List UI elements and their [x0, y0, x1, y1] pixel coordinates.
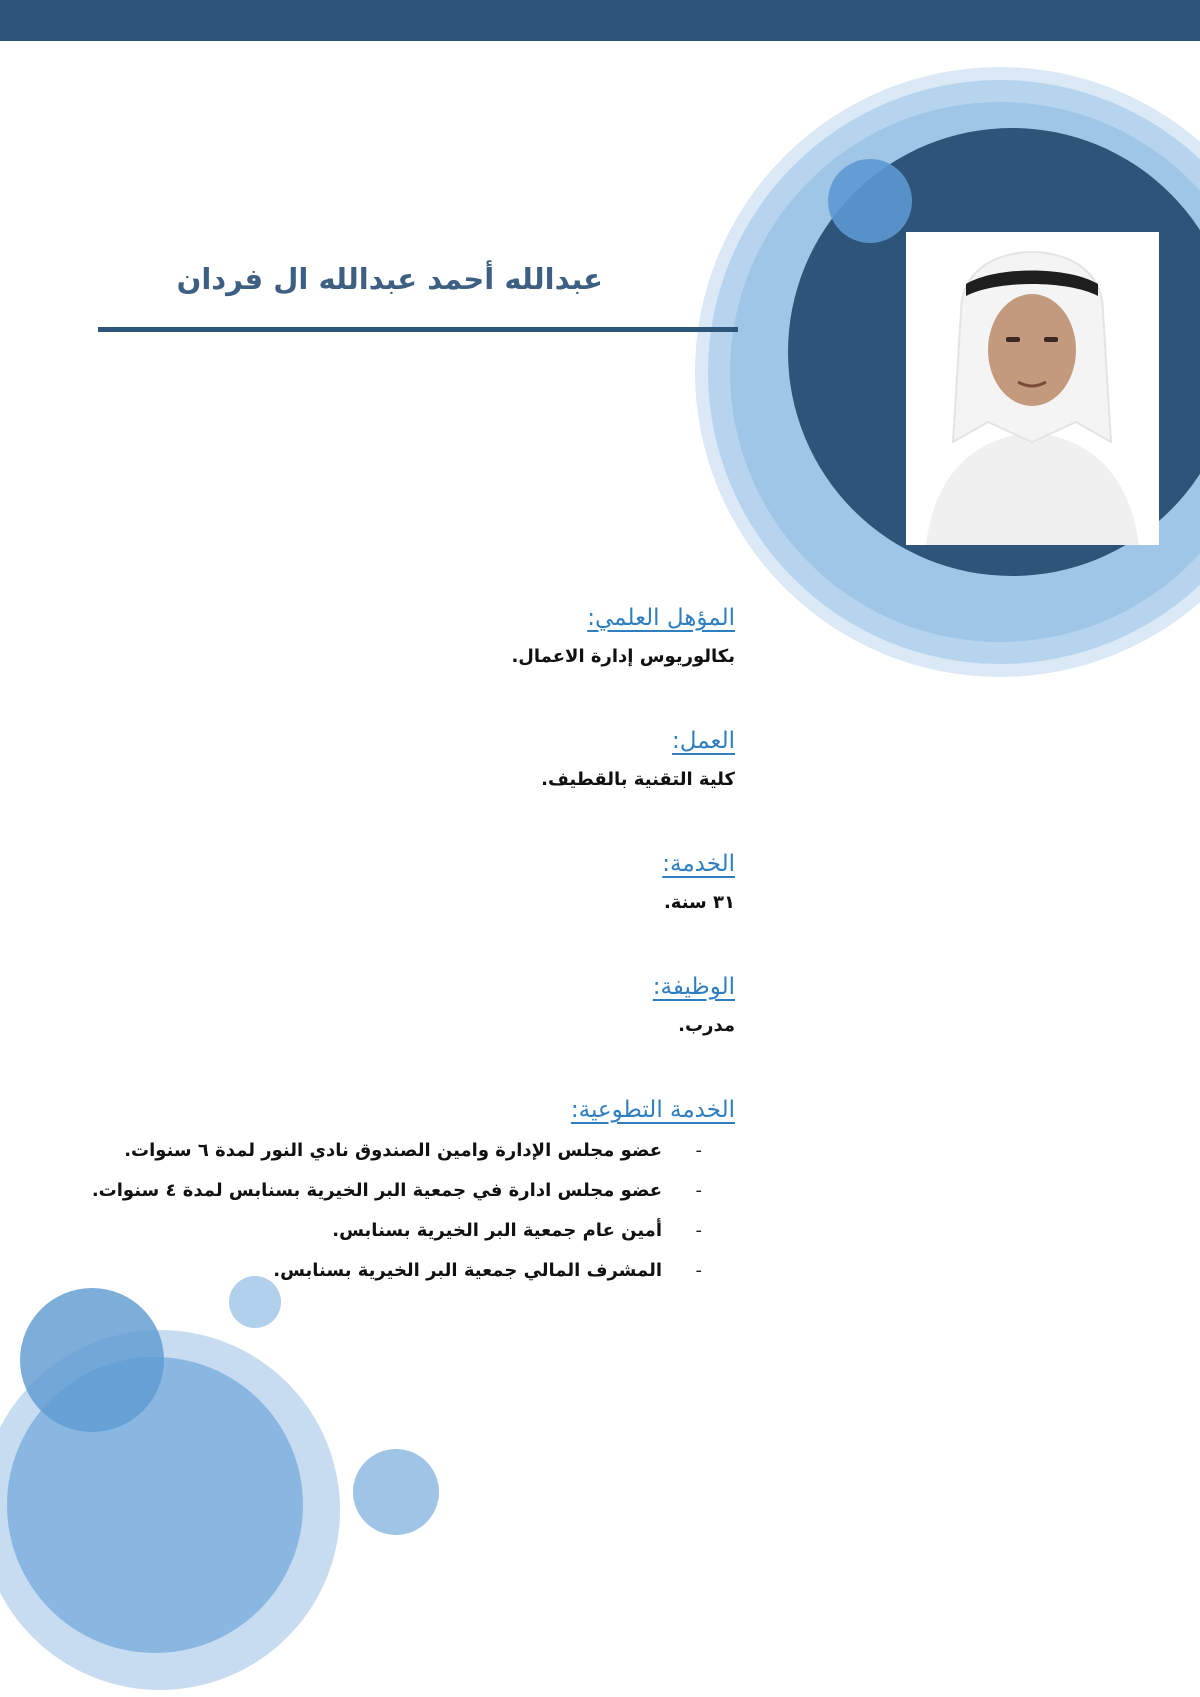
dash-bullet: - — [695, 1220, 702, 1241]
volunteer-section — [91, 1094, 735, 1298]
service-value: ٣١ سنة. — [663, 892, 735, 913]
name-underline — [98, 327, 738, 332]
bottom-right-circle — [353, 1449, 439, 1535]
list-item — [95, 1258, 702, 1284]
list-item — [95, 1218, 702, 1244]
list-item — [91, 1178, 702, 1204]
small-accent-circle — [828, 159, 912, 243]
qualification-value: بكالوريوس إدارة الاعمال. — [511, 646, 735, 667]
person-name: عبدالله أحمد عبدالله ال فردان — [176, 262, 603, 296]
dash-bullet: - — [695, 1260, 702, 1281]
volunteer-item-text: أمين عام جمعية البر الخيرية بسنابس. — [332, 1220, 662, 1241]
volunteer-item-text: عضو مجلس الإدارة وامين الصندوق نادي النور لمدة ٦ سنوات. — [124, 1140, 662, 1161]
work-value: كلية التقنية بالقطيف. — [541, 769, 735, 790]
service-section — [95, 848, 735, 916]
work-section — [95, 725, 735, 793]
volunteer-heading: الخدمة التطوعية: — [570, 1097, 735, 1123]
qualification-heading: المؤهل العلمي: — [587, 605, 735, 631]
qualification-section — [95, 602, 735, 670]
service-heading: الخدمة: — [662, 851, 735, 877]
volunteer-item-text: المشرف المالي جمعية البر الخيرية بسنابس. — [273, 1260, 662, 1281]
portrait-illustration — [906, 232, 1159, 545]
job-section — [95, 971, 735, 1039]
list-item — [95, 1138, 702, 1164]
job-value: مدرب. — [678, 1015, 735, 1036]
job-heading: الوظيفة: — [652, 974, 735, 1000]
bottom-upper-circle — [20, 1288, 164, 1432]
dash-bullet: - — [695, 1140, 702, 1161]
work-heading: العمل: — [672, 728, 735, 754]
portrait-photo — [906, 232, 1159, 545]
volunteer-list — [91, 1138, 702, 1284]
volunteer-item-text: عضو مجلس ادارة في جمعية البر الخيرية بسنابس لمدة ٤ سنوات. — [91, 1180, 662, 1201]
dash-bullet: - — [695, 1180, 702, 1201]
